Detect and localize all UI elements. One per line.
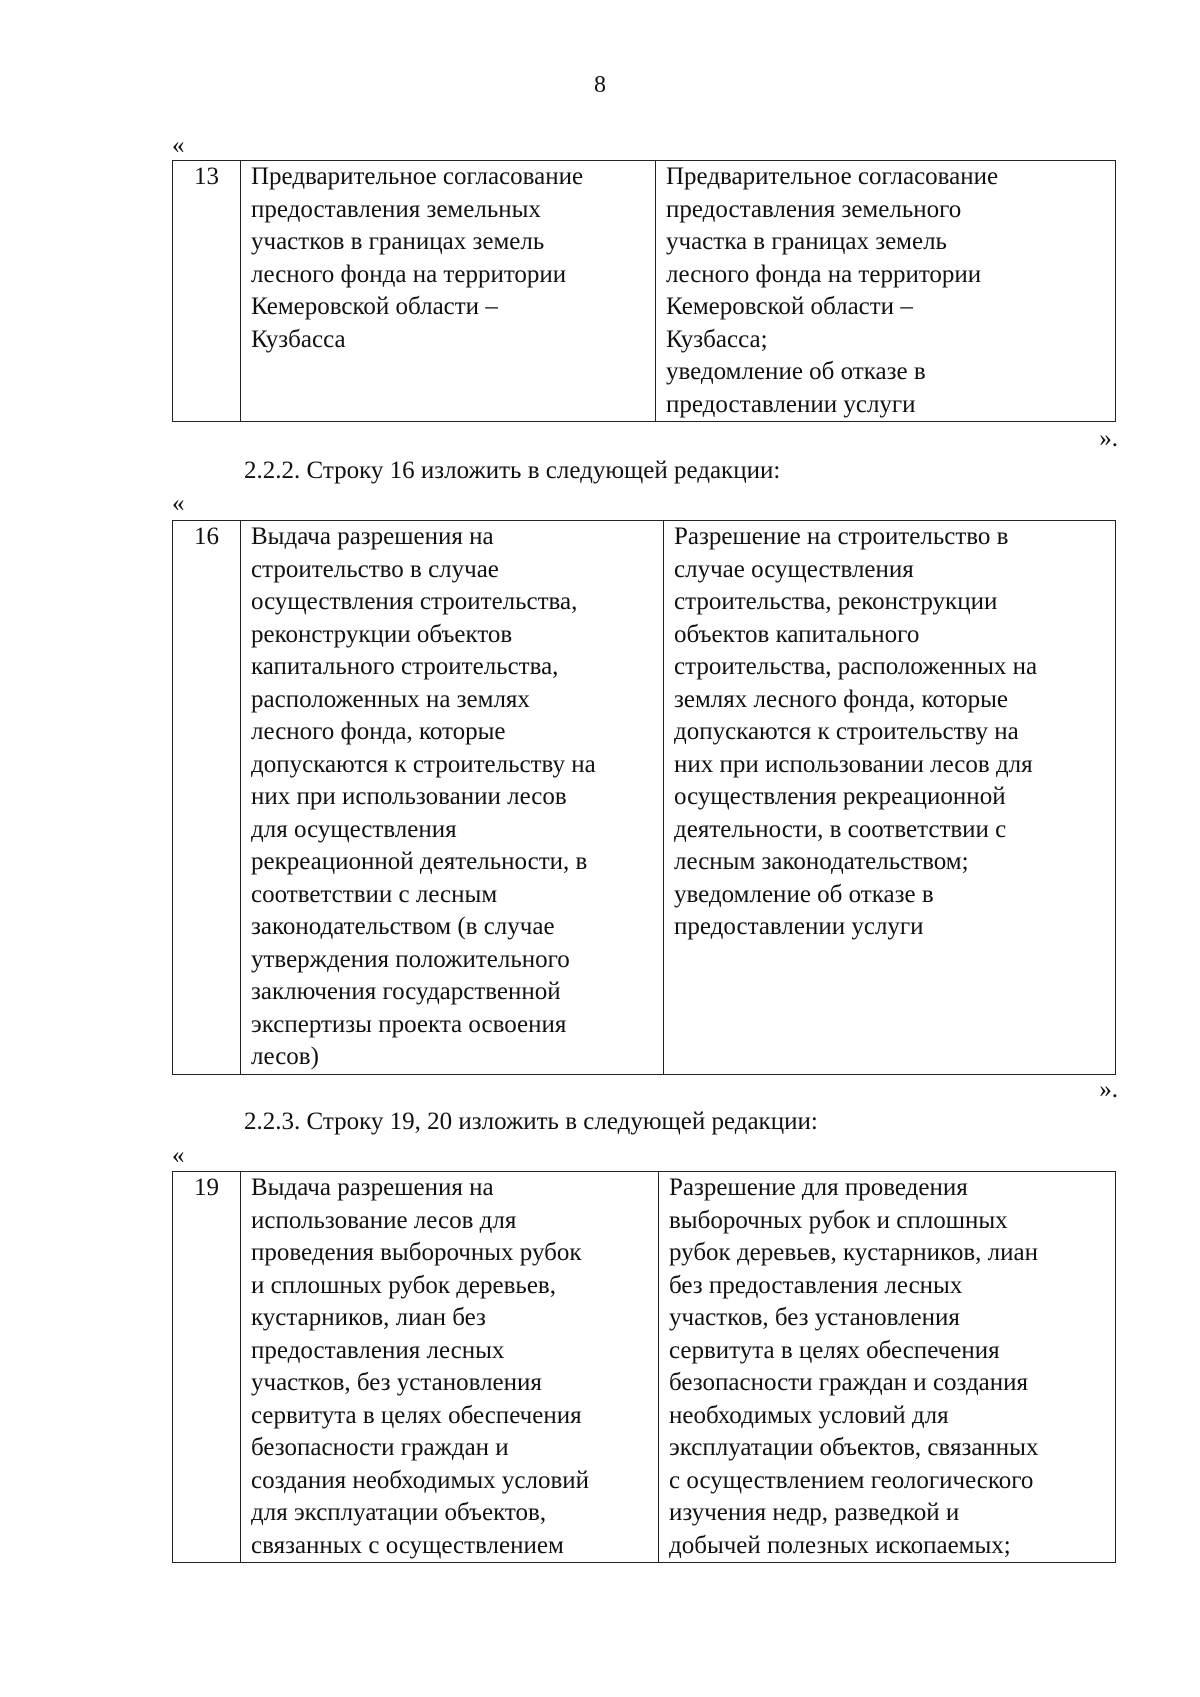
service-result-cell: Разрешение для проведения выборочных рубок и сплошных рубок деревьев, кустарников, лиан без предоставления лесных участков, без установления сервитута в целях обеспечения безопасности граждан и создания необходимых условий для эксплуатации объектов, связанных с осуществлением геологического изучения недр, разведкой и добычей полезных ископаемых;: [659, 1172, 1116, 1563]
paragraph-2-2-2: 2.2.2. Строку 16 изложить в следующей редакции:: [244, 457, 781, 484]
table-row: [173, 521, 1116, 1075]
service-name-cell: Выдача разрешения на строительство в случае осуществления строительства, реконструкции объектов капитального строительства, расположенных на землях лесного фонда, которые допускаются к строительству на них при использовании лесов для осуществления рекреационной деятельности, в соответствии с лесным законодательством (в случае утверждения положительного заключения государственной экспертизы проекта освоения лесов): [241, 521, 664, 1075]
table-row: [173, 1172, 1116, 1563]
opening-quote: «: [172, 1142, 185, 1169]
table-row-19: [172, 1171, 1116, 1563]
row-number-cell: 16: [173, 521, 241, 1075]
table-row-16: [172, 520, 1116, 1075]
service-result-cell: Предварительное согласование предоставления земельного участка в границах земель лесного фонда на территории Кемеровской области – Кузбасса; уведомление об отказе в предоставлении услуги: [656, 161, 1116, 422]
table-row: [173, 161, 1116, 422]
table-row-13: [172, 160, 1116, 422]
service-name-cell: Предварительное согласование предоставления земельных участков в границах земель лесного фонда на территории Кемеровской области – Кузбасса: [241, 161, 656, 422]
closing-quote: ».: [1099, 1076, 1118, 1103]
service-result-cell: Разрешение на строительство в случае осуществления строительства, реконструкции объектов капитального строительства, расположенных на землях лесного фонда, которые допускаются к строительству на них при использовании лесов для осуществления рекреационной деятельности, в соответствии с лесным законодательством; уведомление об отказе в предоставлении услуги: [664, 521, 1116, 1075]
opening-quote: «: [172, 490, 185, 517]
service-name-cell: Выдача разрешения на использование лесов для проведения выборочных рубок и сплошных рубок деревьев, кустарников, лиан без предоставления лесных участков, без установления сервитута в целях обеспечения безопасности граждан и создания необходимых условий для эксплуатации объектов, связанных с осуществлением: [241, 1172, 659, 1563]
closing-quote: ».: [1099, 425, 1118, 452]
row-number-cell: 19: [173, 1172, 241, 1563]
paragraph-2-2-3: 2.2.3. Строку 19, 20 изложить в следующей редакции:: [244, 1108, 818, 1135]
opening-quote: «: [172, 132, 185, 159]
page-number: 8: [594, 72, 606, 98]
row-number-cell: 13: [173, 161, 241, 422]
